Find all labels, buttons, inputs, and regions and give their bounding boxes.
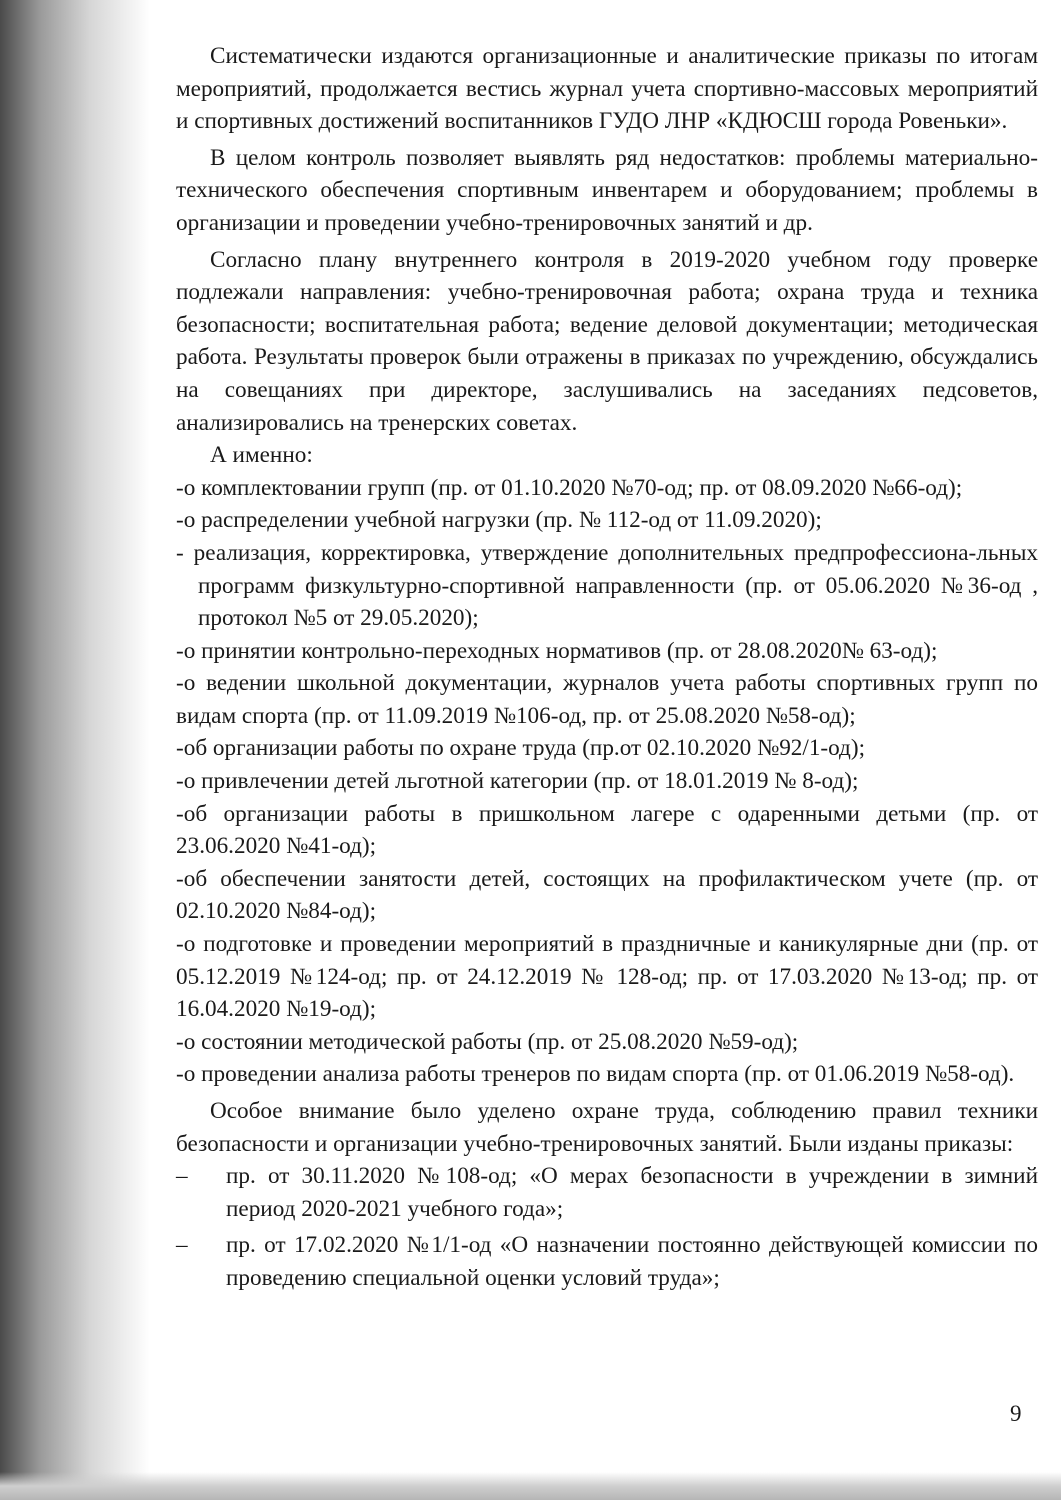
order-text: пр. от 30.11.2020 №108-од; «О мерах безопасности в учреждении в зимний период 2020-2021 учебного года»; xyxy=(226,1163,1038,1222)
list-item: -об организации работы в пришкольном лагере с одаренными детьми (пр. от 23.06.2020 №41-од); xyxy=(176,800,1038,860)
paragraph-4: А именно: xyxy=(210,442,313,469)
list-item: -о ведении школьной документации, журналов учета работы спортивных групп по видам спорта (пр. от 11.09.2019 №106-од, пр. от 25.08.2020 №58-од); xyxy=(176,670,1038,729)
paragraph-5: Особое внимание было уделено охране труда, соблюдению правил техники безопасности и организации учебно-тренировочных занятий. Были изданы приказы: xyxy=(176,1098,1038,1157)
paragraph-2: В целом контроль позволяет выявлять ряд недостатков: проблемы материально-технического обеспечения спортивным инвентарем и оборудованием; проблемы в организации и проведении учебно-тренировочных занятий и др. xyxy=(176,144,1038,236)
document-page xyxy=(176,40,1038,1295)
page-number: 9 xyxy=(1010,1401,1022,1426)
list-item: -о привлечении детей льготной категории (пр. от 18.01.2019 № 8-од); xyxy=(176,768,859,795)
list-item: -о комплектовании групп (пр. от 01.10.2020 №70-од; пр. от 08.09.2020 №66-од); xyxy=(176,474,963,501)
list-item: -о проведении анализа работы тренеров по видам спорта (пр. от 01.06.2019 №58-од). xyxy=(176,1061,1015,1088)
list-item xyxy=(176,1160,1038,1225)
list-item: -о подготовке и проведении мероприятий в праздничные и каникулярные дни (пр. от 05.12.2019 №124-од; пр. от 24.12.2019 № 128-од; пр. от 17.03.2020 №13-од; пр. от 16.04.2020 №19-од); xyxy=(176,931,1038,1023)
list-item: -об обеспечении занятости детей, состоящих на профилактическом учете (пр. от 02.10.2020 №84-од); xyxy=(176,865,1038,925)
list-item: -об организации работы по охране труда (пр.от 02.10.2020 №92/1-од); xyxy=(176,735,866,762)
dash-marker: – xyxy=(176,1163,188,1190)
scan-bottom-shadow xyxy=(0,1472,1061,1500)
list-item xyxy=(176,1229,1038,1294)
list-item: -о распределении учебной нагрузки (пр. № 112-од от 11.09.2020); xyxy=(176,507,822,534)
orders-list xyxy=(176,472,1038,1091)
list-item: - реализация, корректировка, утверждение дополнительных предпрофессиона-льных программ физкультурно-спортивной направленности (пр. от 05.06.2020 №36-од , протокол №5 от 29.05.2020); xyxy=(176,539,1038,632)
safety-orders-list xyxy=(176,1160,1038,1294)
dash-marker: – xyxy=(176,1232,188,1259)
list-item: -о состоянии методической работы (пр. от 25.08.2020 №59-од); xyxy=(176,1028,799,1055)
paragraph-3: Согласно плану внутреннего контроля в 2019-2020 учебном году проверке подлежали направления: учебно-тренировочная работа; охрана труда и техника безопасности; воспитательная работа; ведение деловой документации; методическая работа. Результаты проверок были отражены в приказах по учреждению, обсуждались на совещаниях при директоре, заслушивались на заседаниях педсоветов, анализировались на тренерских советах. xyxy=(176,246,1038,436)
order-text: пр. от 17.02.2020 №1/1-од «О назначении постоянно действующей комиссии по проведению специальной оценки условий труда»; xyxy=(226,1232,1038,1291)
scan-edge-shadow xyxy=(0,0,150,1500)
list-item: -о принятии контрольно-переходных нормативов (пр. от 28.08.2020№ 63-од); xyxy=(176,637,938,664)
paragraph-1: Систематически издаются организационные и аналитические приказы по итогам мероприятий, продолжается вестись журнал учета спортивно-массовых мероприятий и спортивных достижений воспитанников ГУДО ЛНР «КДЮСШ города Ровеньки». xyxy=(176,43,1038,135)
